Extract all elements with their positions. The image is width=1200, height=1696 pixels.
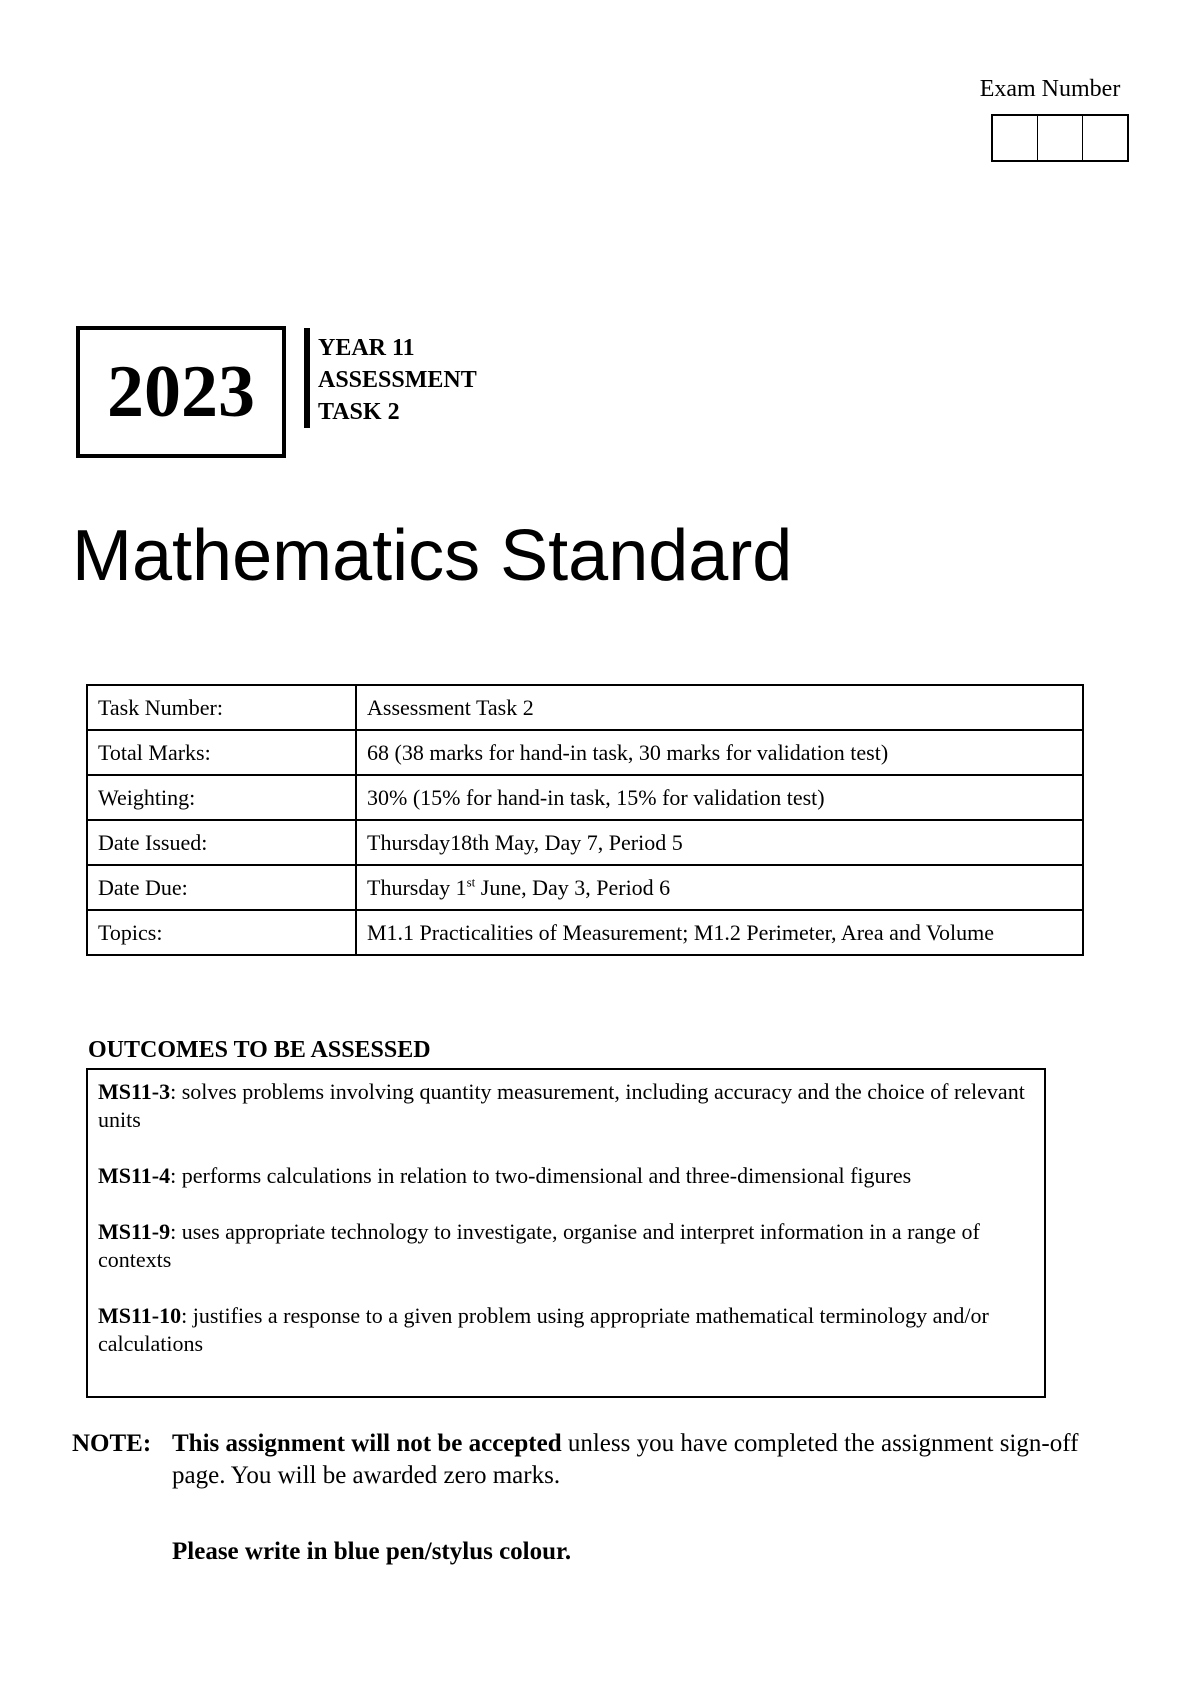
row-value: M1.1 Practicalities of Measurement; M1.2 Perimeter, Area and Volume	[356, 910, 1083, 955]
due-date-suffix: June, Day 3, Period 6	[475, 874, 671, 900]
due-date-ordinal: st	[466, 874, 476, 890]
outcome-code: MS11-4	[98, 1163, 171, 1188]
exam-number-box-2[interactable]	[1038, 116, 1083, 160]
row-label: Weighting:	[87, 775, 356, 820]
table-row	[87, 865, 1083, 910]
outcomes-heading: OUTCOMES TO BE ASSESSED	[88, 1037, 431, 1063]
row-label: Total Marks:	[87, 730, 356, 775]
year-text: 2023	[107, 350, 255, 433]
note-block	[72, 1428, 1132, 1492]
task-info-table	[86, 684, 1084, 956]
exam-number-boxes	[991, 114, 1129, 162]
row-label: Date Due:	[87, 865, 356, 910]
table-row	[87, 730, 1083, 775]
task-heading	[318, 332, 477, 428]
year-box	[76, 326, 286, 458]
task-heading-line-2: ASSESSMENT	[318, 367, 477, 393]
row-label: Task Number:	[87, 685, 356, 730]
exam-number-label: Exam Number	[979, 76, 1121, 102]
outcome-text: : uses appropriate technology to investigate, organise and interpret information in a range of contexts	[98, 1219, 980, 1272]
outcome-item	[98, 1302, 1034, 1358]
exam-number-box-1[interactable]	[993, 116, 1038, 160]
note-text: unless you have completed the assignment sign-off page. You will be awarded zero marks.	[172, 1430, 1079, 1489]
outcome-text: : performs calculations in relation to two-dimensional and three-dimensional figures	[170, 1163, 912, 1188]
note-bold-text: This assignment will not be accepted	[172, 1430, 562, 1457]
table-row	[87, 910, 1083, 955]
outcomes-box	[86, 1068, 1046, 1398]
row-label: Date Issued:	[87, 820, 356, 865]
task-heading-line-1: YEAR 11	[318, 335, 415, 361]
note-label: NOTE:	[72, 1430, 152, 1457]
task-heading-line-3: TASK 2	[318, 399, 400, 425]
outcome-item	[98, 1162, 1034, 1190]
outcome-code: MS11-9	[98, 1219, 171, 1244]
outcome-code: MS11-3	[98, 1079, 171, 1104]
table-row	[87, 775, 1083, 820]
outcome-text: : solves problems involving quantity measurement, including accuracy and the choice of relevant units	[98, 1079, 1025, 1132]
row-value: Assessment Task 2	[356, 685, 1083, 730]
note-body	[172, 1428, 1132, 1492]
outcome-text: : justifies a response to a given problem using appropriate mathematical terminology and/or calculations	[98, 1303, 989, 1356]
row-value: 30% (15% for hand-in task, 15% for validation test)	[356, 775, 1083, 820]
outcome-item	[98, 1078, 1034, 1134]
exam-number-block	[960, 74, 1140, 104]
heading-divider	[304, 328, 310, 428]
table-row	[87, 820, 1083, 865]
row-value: 68 (38 marks for hand-in task, 30 marks for validation test)	[356, 730, 1083, 775]
pen-colour-instruction: Please write in blue pen/stylus colour.	[172, 1538, 572, 1565]
row-value: Thursday18th May, Day 7, Period 5	[356, 820, 1083, 865]
due-date-prefix: Thursday 1	[367, 874, 467, 900]
row-label: Topics:	[87, 910, 356, 955]
row-value	[356, 865, 1083, 910]
table-row	[87, 685, 1083, 730]
page-title: Mathematics Standard	[72, 516, 793, 596]
exam-number-box-3[interactable]	[1083, 116, 1127, 160]
outcome-code: MS11-10	[98, 1303, 182, 1328]
outcome-item	[98, 1218, 1034, 1274]
